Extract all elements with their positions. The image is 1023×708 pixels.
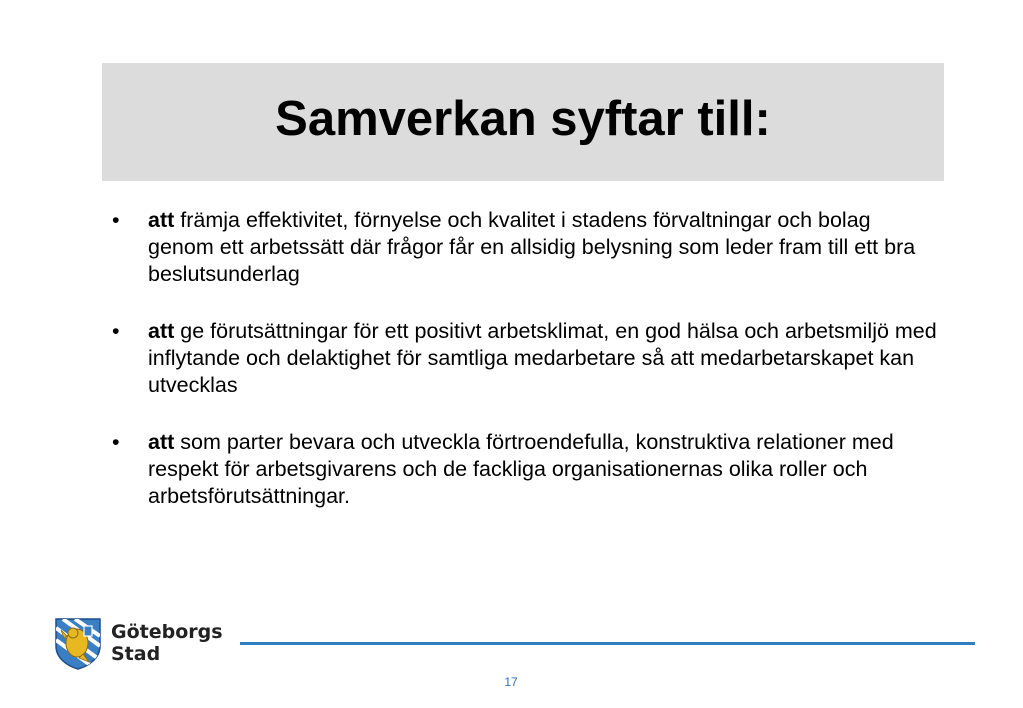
logo-text	[111, 621, 223, 665]
slide-title: Samverkan syftar till:	[275, 92, 771, 146]
bullet-item-1	[112, 207, 942, 288]
bullet-item-2	[112, 318, 942, 399]
bullet-lead: att	[148, 208, 175, 232]
bullet-list	[112, 207, 942, 540]
bullet-lead: att	[148, 319, 175, 343]
logo-line-1: Göteborgs	[111, 621, 223, 643]
bullet-lead: att	[148, 430, 175, 454]
footer-divider	[240, 642, 975, 645]
goteborgs-stad-logo	[53, 616, 223, 670]
bullet-text: som parter bevara och utveckla förtroendefulla, konstruktiva relationer med respekt för arbetsgivarens och de fackliga organisationernas olika roller och arbetsförutsättningar.	[148, 430, 894, 508]
bullet-marker: •	[112, 430, 120, 454]
bullet-text: främja effektivitet, förnyelse och kvalitet i stadens förvaltningar och bolag genom ett arbetssätt där frågor får en allsidig belysning som leder fram till ett bra beslutsunderlag	[148, 208, 916, 286]
bullet-item-3	[112, 429, 942, 510]
page-number: 17	[504, 675, 518, 689]
logo-line-2: Stad	[111, 643, 161, 665]
city-shield-icon	[53, 616, 103, 670]
bullet-marker: •	[112, 208, 120, 232]
title-banner	[102, 63, 944, 181]
bullet-text: ge förutsättningar för ett positivt arbetsklimat, en god hälsa och arbetsmiljö med inflytande och delaktighet för samtliga medarbetare så att medarbetarskapet kan utvecklas	[148, 319, 937, 397]
bullet-marker: •	[112, 319, 120, 343]
